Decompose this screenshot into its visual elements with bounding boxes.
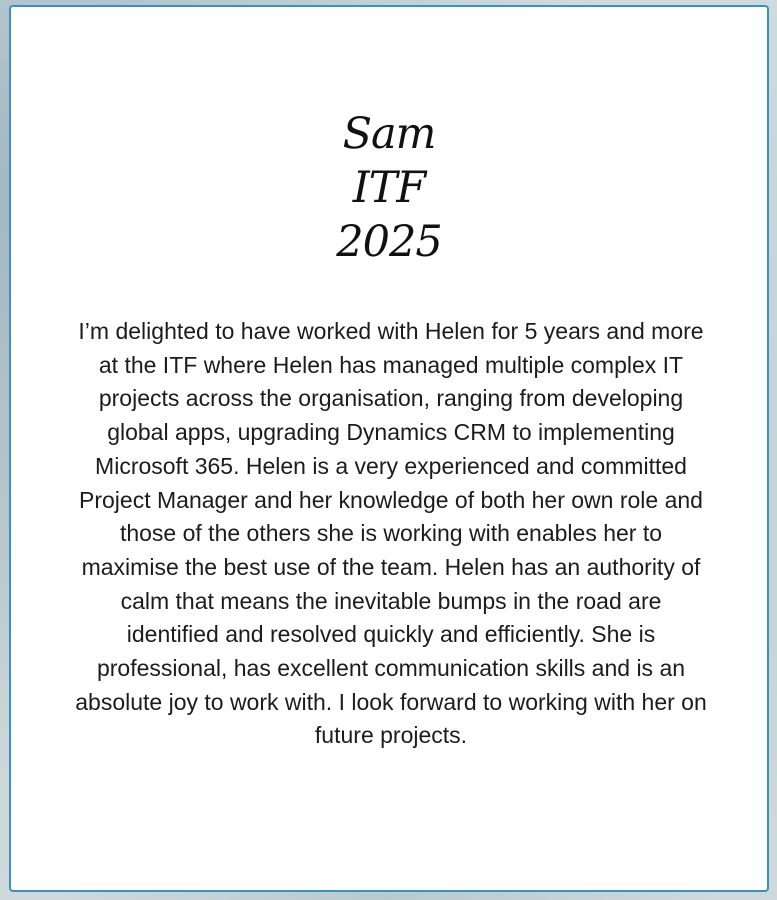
testimonial-card [9, 5, 769, 892]
author-organisation: ITF [352, 163, 426, 213]
author-name: Sam [342, 109, 436, 159]
testimonial-year: 2025 [336, 217, 442, 267]
testimonial-heading [11, 107, 767, 269]
testimonial-text: I’m delighted to have worked with Helen for 5 years and more at the ITF where Helen has managed multiple complex IT projects across the organisation, ranging from developing global apps, upgrading Dynamics CRM to implementing Microsoft 365. Helen is a very experienced and committed Project Manager and her knowledge of both her own role and those of the others she is working with enables her to maximise the best use of the team. Helen has an authority of calm that means the inevitable bumps in the road are identified and resolved quickly and efficiently. She is professional, has excellent communication skills and is an absolute joy to work with. I look forward to working with her on future projects. [75, 318, 707, 749]
